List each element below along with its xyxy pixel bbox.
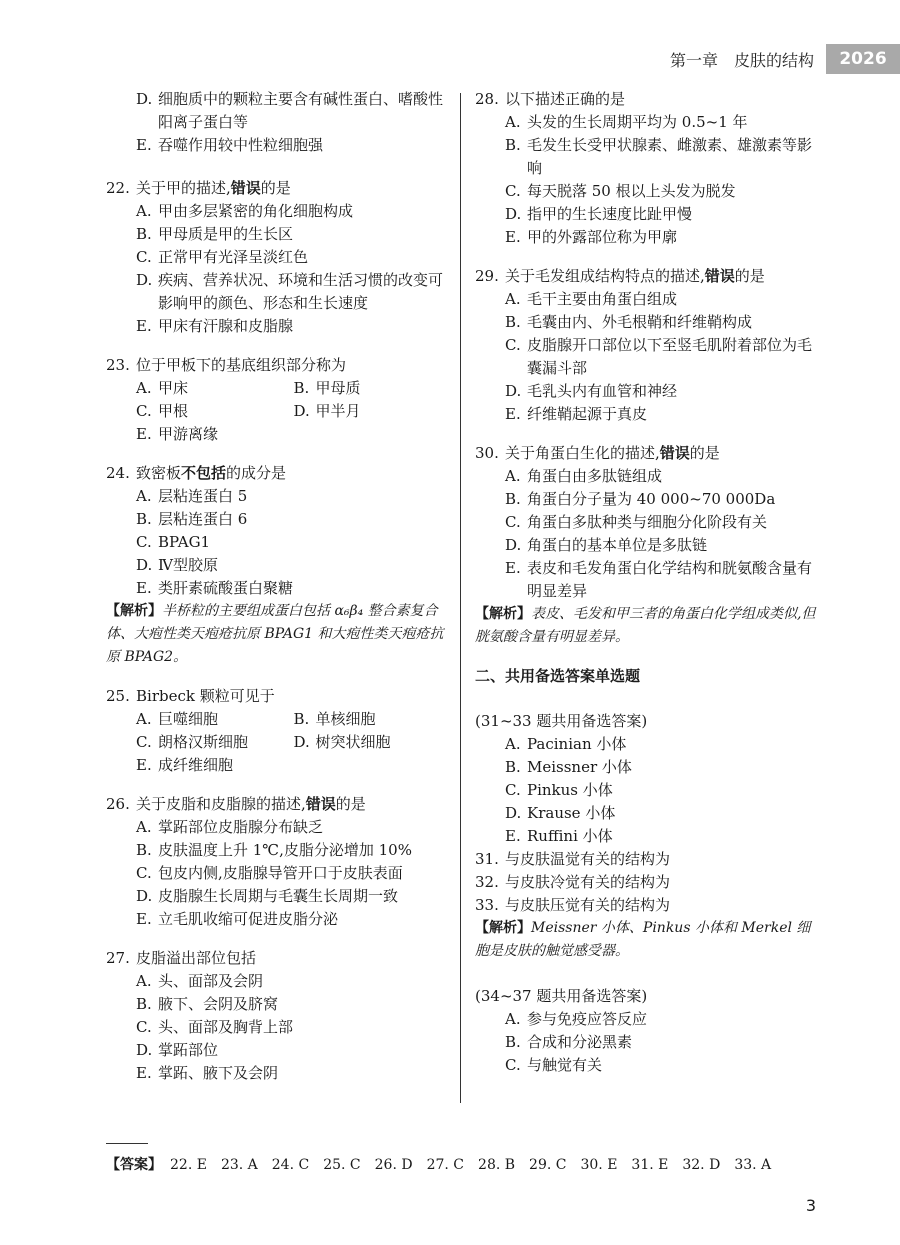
option: B. 甲母质 xyxy=(293,379,361,397)
option: D. 疾病、营养状况、环境和生活习惯的改变可影响甲的颜色、形态和生长速度 xyxy=(136,271,444,312)
option: D. 皮脂腺生长周期与毛囊生长周期一致 xyxy=(136,887,399,905)
question-29: 29. 关于毛发组成结构特点的描述,错误的是 A. 毛干主要由角蛋白组成 B. 毛囊由内、外毛根鞘和纤维鞘构成 C. 皮脂腺开口部位以下至竖毛肌附着部位为毛囊漏斗部 D. 毛乳头内有血管和神经 E. 纤维鞘起源于真皮 xyxy=(475,265,820,426)
option: E. 表皮和毛发角蛋白化学结构和胱氨酸含量有明显差异 xyxy=(505,559,813,600)
question-25: 25. Birbeck 颗粒可见于 A. 巨噬细胞 B. 单核细胞 C. 朗格汉斯细胞 D. 树突状细胞 E. 成纤维细胞 xyxy=(106,685,451,777)
analysis: 【解析】Meissner 小体、Pinkus 小体和 Merkel 细胞是皮肤的触觉感受器。 xyxy=(475,920,811,959)
group-title: (34~37 题共用备选答案) xyxy=(475,987,648,1005)
option: D. 指甲的生长速度比趾甲慢 xyxy=(505,205,693,223)
option: A. 毛干主要由角蛋白组成 xyxy=(505,290,678,308)
option: E. 类肝素硫酸蛋白聚糖 xyxy=(136,579,294,597)
option: D. 树突状细胞 xyxy=(293,733,391,751)
answer-item: 33. A xyxy=(734,1157,772,1173)
option: A. 头发的生长周期平均为 0.5~1 年 xyxy=(505,113,748,131)
option: C. 皮脂腺开口部位以下至竖毛肌附着部位为毛囊漏斗部 xyxy=(505,336,813,377)
question-group-31-33 xyxy=(475,710,820,963)
question-24: 24. 致密板不包括的成分是 A. 层粘连蛋白 5 B. 层粘连蛋白 6 C. BPAG1 D. Ⅳ型胶原 E. 类肝素硫酸蛋白聚糖 【解析】半桥粒的主要组成蛋白包括 α₆β₄ 整合素复合体、大疱性类天疱疮抗原 BPAG1 和大疱性类天疱疮抗原 BPAG2。 xyxy=(106,462,451,669)
chapter-title: 第一章 皮肤的结构 xyxy=(669,50,814,70)
question-28: 28. 以下描述正确的是 A. 头发的生长周期平均为 0.5~1 年 B. 毛发生长受甲状腺素、雌激素、雄激素等影响 C. 每天脱落 50 根以上头发为脱发 D. 指甲的生长速度比趾甲慢 E. 甲的外露部位称为甲廓 xyxy=(475,88,820,249)
answer-item: 27. C xyxy=(426,1157,465,1173)
option: E. 掌跖、腋下及会阴 xyxy=(136,1064,279,1082)
option: A. 参与免疫应答反应 xyxy=(505,1010,648,1028)
option: B. 单核细胞 xyxy=(293,710,376,728)
running-header xyxy=(670,44,900,74)
option: B. 合成和分泌黑素 xyxy=(505,1033,633,1051)
page-number: 3 xyxy=(805,1196,816,1215)
option: E. 纤维鞘起源于真皮 xyxy=(505,405,648,423)
option: D. Krause 小体 xyxy=(505,804,616,822)
question-22: 22. 关于甲的描述,错误的是 A. 甲由多层紧密的角化细胞构成 B. 甲母质是甲的生长区 C. 正常甲有光泽呈淡红色 D. 疾病、营养状况、环境和生活习惯的改变可影响甲的颜色、形态和生长速度 E. 甲床有汗腺和皮脂腺 xyxy=(106,177,451,338)
answer-item: 29. C xyxy=(529,1157,567,1173)
option: D. 细胞质中的颗粒主要含有碱性蛋白、嗜酸性阳离子蛋白等 xyxy=(136,90,444,131)
footer-rule xyxy=(106,1143,148,1144)
year-badge: 2026 xyxy=(826,44,900,74)
option: A. 甲由多层紧密的角化细胞构成 xyxy=(136,202,354,220)
answer-item: 24. C xyxy=(271,1157,310,1173)
option: A. 角蛋白由多肽链组成 xyxy=(505,467,663,485)
option: A. 掌跖部位皮脂腺分布缺乏 xyxy=(136,818,324,836)
option: B. 腋下、会阴及脐窝 xyxy=(136,995,279,1013)
option: E. 甲游离缘 xyxy=(136,425,219,443)
option: C. 角蛋白多肽种类与细胞分化阶段有关 xyxy=(505,513,768,531)
option: C. 每天脱落 50 根以上头发为脱发 xyxy=(505,182,736,200)
option: C. 包皮内侧,皮脂腺导管开口于皮肤表面 xyxy=(136,864,403,882)
option: C. 与触觉有关 xyxy=(505,1056,603,1074)
sub-question: 32. 与皮肤冷觉有关的结构为 xyxy=(475,873,671,891)
question-23: 23. 位于甲板下的基底组织部分称为 A. 甲床 B. 甲母质 C. 甲根 D. 甲半月 E. 甲游离缘 xyxy=(106,354,451,446)
option: C. BPAG1 xyxy=(136,533,211,551)
question-30: 30. 关于角蛋白生化的描述,错误的是 A. 角蛋白由多肽链组成 B. 角蛋白分子量为 40 000~70 000Da C. 角蛋白多肽种类与细胞分化阶段有关 D. 角蛋白的基本单位是多肽链 E. 表皮和毛发角蛋白化学结构和胱氨酸含量有明显差异 【解析】表皮、毛发和甲三者的角蛋白化学组成类似,但胱氨酸含量有明显差异。 xyxy=(475,442,820,649)
group-title: (31~33 题共用备选答案) xyxy=(475,712,648,730)
question-26: 26. 关于皮脂和皮脂腺的描述,错误的是 A. 掌跖部位皮脂腺分布缺乏 B. 皮肤温度上升 1℃,皮脂分泌增加 10% C. 包皮内侧,皮脂腺导管开口于皮肤表面 D. 皮脂腺生长周期与毛囊生长周期一致 E. 立毛肌收缩可促进皮脂分泌 xyxy=(106,793,451,931)
answer-key xyxy=(106,1154,785,1176)
answer-item: 32. D xyxy=(682,1157,721,1173)
option: A. 层粘连蛋白 5 xyxy=(136,487,248,505)
section-title: 二、共用备选答案单选题 xyxy=(475,667,641,685)
option: A. Pacinian 小体 xyxy=(505,735,627,753)
analysis: 【解析】表皮、毛发和甲三者的角蛋白化学组成类似,但胱氨酸含量有明显差异。 xyxy=(475,606,816,645)
question-27: 27. 皮脂溢出部位包括 A. 头、面部及会阴 B. 腋下、会阴及脐窝 C. 头、面部及胸背上部 D. 掌跖部位 E. 掌跖、腋下及会阴 xyxy=(106,947,451,1085)
answer-item: 25. C xyxy=(323,1157,361,1173)
option: D. 毛乳头内有血管和神经 xyxy=(505,382,678,400)
option: B. 角蛋白分子量为 40 000~70 000Da xyxy=(505,490,776,508)
right-column xyxy=(475,88,820,1093)
option: D. Ⅳ型胶原 xyxy=(136,556,218,574)
option: D. 掌跖部位 xyxy=(136,1041,219,1059)
option: A. 巨噬细胞 xyxy=(136,710,219,728)
option: E. 甲床有汗腺和皮脂腺 xyxy=(136,317,294,335)
option: E. 成纤维细胞 xyxy=(136,756,234,774)
question-group-34-37 xyxy=(475,985,820,1077)
answer-item: 30. E xyxy=(580,1157,618,1173)
option: D. 角蛋白的基本单位是多肽链 xyxy=(505,536,708,554)
option: C. 朗格汉斯细胞 xyxy=(136,733,249,751)
answer-item: 22. E xyxy=(170,1157,207,1173)
option: D. 甲半月 xyxy=(293,402,361,420)
left-column xyxy=(106,88,451,1101)
option: A. 甲床 xyxy=(136,379,189,397)
analysis: 【解析】半桥粒的主要组成蛋白包括 α₆β₄ 整合素复合体、大疱性类天疱疮抗原 BPAG1 和大疱性类天疱疮抗原 BPAG2。 xyxy=(106,603,444,665)
question-21-continued xyxy=(106,88,451,157)
option: E. 吞噬作用较中性粒细胞强 xyxy=(136,136,324,154)
option: B. 毛发生长受甲状腺素、雌激素、雄激素等影响 xyxy=(505,136,813,177)
option: C. Pinkus 小体 xyxy=(505,781,613,799)
answer-item: 31. E xyxy=(631,1157,669,1173)
sub-question: 33. 与皮肤压觉有关的结构为 xyxy=(475,896,671,914)
answer-key-label: 【答案】 xyxy=(106,1157,162,1173)
option: C. 正常甲有光泽呈淡红色 xyxy=(136,248,309,266)
option: C. 头、面部及胸背上部 xyxy=(136,1018,294,1036)
sub-question: 31. 与皮肤温觉有关的结构为 xyxy=(475,850,671,868)
option: B. 层粘连蛋白 6 xyxy=(136,510,248,528)
option: B. 甲母质是甲的生长区 xyxy=(136,225,294,243)
option: E. 立毛肌收缩可促进皮脂分泌 xyxy=(136,910,339,928)
answer-item: 26. D xyxy=(374,1157,413,1173)
option: B. 皮肤温度上升 1℃,皮脂分泌增加 10% xyxy=(136,841,412,859)
option: E. Ruffini 小体 xyxy=(505,827,613,845)
option: A. 头、面部及会阴 xyxy=(136,972,264,990)
option: B. Meissner 小体 xyxy=(505,758,632,776)
column-divider xyxy=(460,93,461,1103)
option: C. 甲根 xyxy=(136,402,189,420)
option: B. 毛囊由内、外毛根鞘和纤维鞘构成 xyxy=(505,313,753,331)
answer-item: 28. B xyxy=(478,1157,516,1173)
option: E. 甲的外露部位称为甲廓 xyxy=(505,228,678,246)
answer-item: 23. A xyxy=(220,1157,258,1173)
